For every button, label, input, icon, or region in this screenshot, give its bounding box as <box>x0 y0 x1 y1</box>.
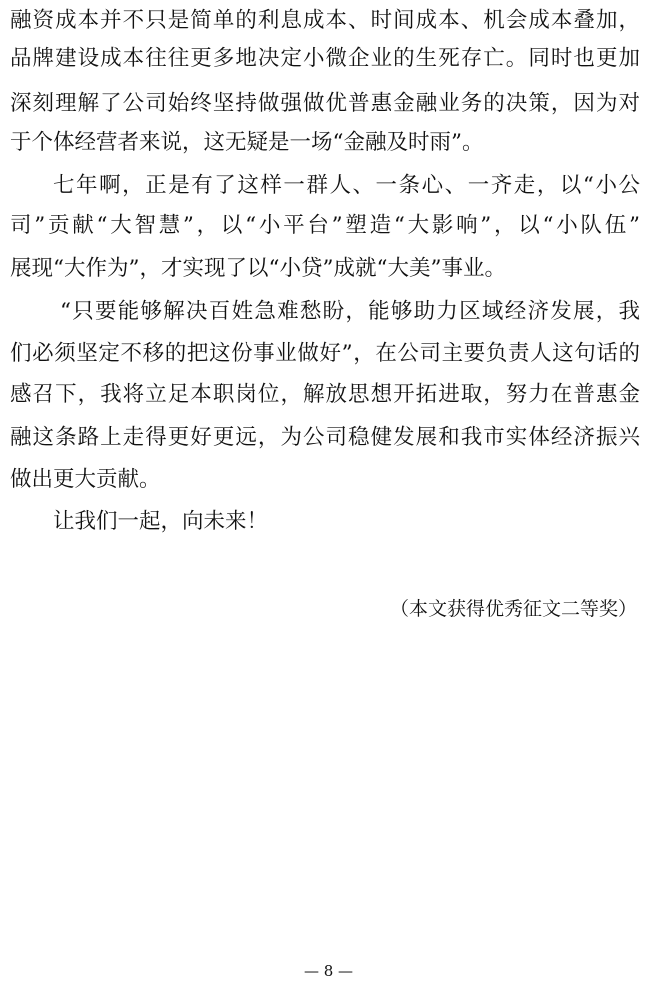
paragraph-2-line-1: 七年啊，正是有了这样一群人、一条心、一齐走，以“小公 <box>53 173 640 198</box>
paragraph-1-line-3: 深刻理解了公司始终坚持做强做优普惠金融业务的决策，因为对 <box>10 91 640 116</box>
paragraph-3-line-2: 们必须坚定不移的把这份事业做好”，在公司主要负责人这句话的 <box>10 341 640 366</box>
award-note: （本文获得优秀征文二等奖） <box>389 598 637 620</box>
paragraph-4-line-1: 让我们一起，向未来！ <box>53 509 269 534</box>
paragraph-3-line-5: 做出更大贡献。 <box>10 467 161 492</box>
paragraph-3-line-1: “只要能够解决百姓急难愁盼，能够助力区域经济发展，我 <box>60 299 640 324</box>
paragraph-1-line-4: 于个体经营者来说，这无疑是一场“金融及时雨”。 <box>10 130 484 155</box>
paragraph-1-line-1: 融资成本并不只是简单的利息成本、时间成本、机会成本叠加， <box>10 8 640 33</box>
paragraph-3-line-3: 感召下，我将立足本职岗位，解放思想开拓进取，努力在普惠金 <box>10 382 640 407</box>
paragraph-3-line-4: 融这条路上走得更好更远，为公司稳健发展和我市实体经济振兴 <box>10 425 640 450</box>
paragraph-2-line-3: 展现“大作为”，才实现了以“小贷”成就“大美”事业。 <box>10 256 506 281</box>
paragraph-2-line-2: 司”贡献“大智慧”，以“小平台”塑造“大影响”，以“小队伍” <box>10 213 640 238</box>
page-number: — 8 — <box>303 962 354 980</box>
paragraph-1-line-2: 品牌建设成本往往更多地决定小微企业的生死存亡。同时也更加 <box>10 46 640 71</box>
